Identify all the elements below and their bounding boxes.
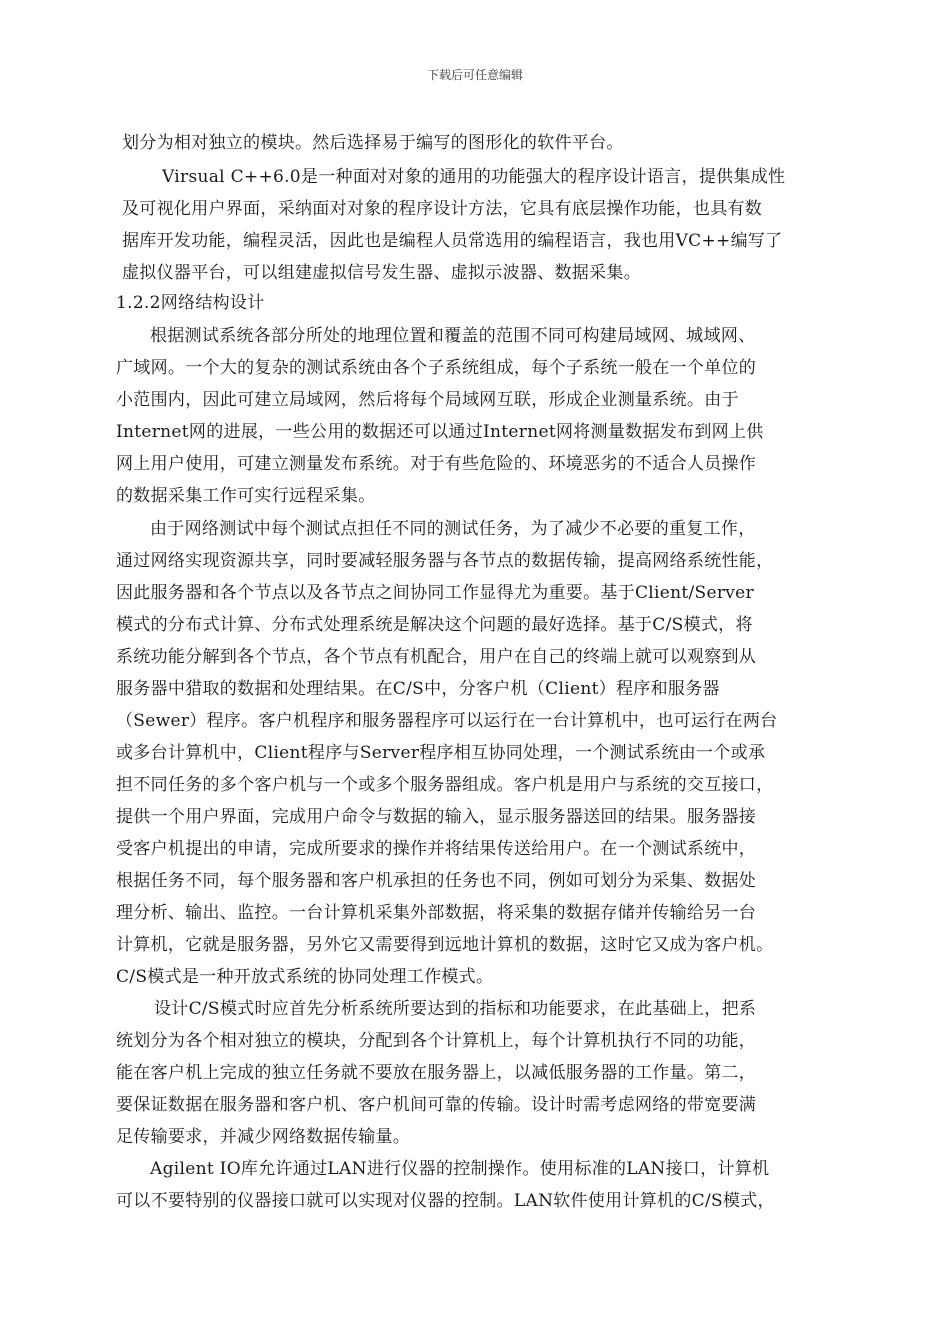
body-line: 要保证数据在服务器和客户机、客户机间可靠的传输。设计时需考虑网络的带宽要满 — [116, 1095, 757, 1115]
body-line: 可以不要特别的仪器接口就可以实现对仪器的控制。LAN软件使用计算机的C/S模式， — [116, 1191, 775, 1211]
body-line: 根据任务不同，每个服务器和客户机承担的任务也不同，例如可划分为采集、数据处 — [116, 871, 757, 891]
body-line: Internet网的进展，一些公用的数据还可以通过Internet网将测量数据发布到网上供 — [116, 422, 764, 442]
body-line: 虚拟仪器平台，可以组建虚拟信号发生器、虚拟示波器、数据采集。 — [122, 263, 641, 283]
body-line: 模式的分布式计算、分布式处理系统是解决这个问题的最好选择。基于C/S模式，将 — [116, 615, 753, 635]
body-line: 及可视化用户界面，采纳面对对象的程序设计方法，它具有底层操作功能，也具有数 — [122, 199, 763, 219]
body-line: 根据测试系统各部分所处的地理位置和覆盖的范围不同可构建局域网、城域网、 — [150, 326, 756, 346]
body-line: 据库开发功能，编程灵活，因此也是编程人员常选用的编程语言，我也用VC++编写了 — [122, 231, 783, 251]
body-line: 提供一个用户界面，完成用户命令与数据的输入，显示服务器送回的结果。服务器接 — [116, 807, 757, 827]
body-line: 广域网。一个大的复杂的测试系统由各个子系统组成，每个子系统一般在一个单位的 — [116, 358, 757, 378]
body-line: （Sewer）程序。客户机程序和服务器程序可以运行在一台计算机中，也可运行在两台 — [116, 711, 778, 731]
body-line: 统划分为各个相对独立的模块，分配到各个计算机上，每个计算机执行不同的功能， — [116, 1031, 757, 1051]
body-line: 计算机，它就是服务器，另外它又需要得到远地计算机的数据，这时它又成为客户机。 — [116, 935, 774, 955]
body-line: 由于网络测试中每个测试点担任不同的测试任务，为了减少不必要的重复工作， — [150, 519, 756, 539]
section-heading: 1.2.2网络结构设计 — [116, 293, 265, 313]
body-line: 网上用户使用，可建立测量发布系统。对于有些危险的、环境恶劣的不适合人员操作 — [116, 454, 757, 474]
body-line: Agilent IO库允许通过LAN进行仪器的控制操作。使用标准的LAN接口，计算机 — [150, 1159, 770, 1179]
body-line: 受客户机提出的申请，完成所要求的操作并将结果传送给用户。在一个测试系统中， — [116, 839, 757, 859]
body-line: 的数据采集工作可实行远程采集。 — [116, 486, 376, 506]
body-line: 系统功能分解到各个节点，各个节点有机配合，用户在自己的终端上就可以观察到从 — [116, 647, 757, 667]
page-header: 下载后可任意编辑 — [426, 68, 523, 82]
body-line: 理分析、输出、监控。一台计算机采集外部数据，将采集的数据存储并传输给另一台 — [116, 903, 757, 923]
body-line: 小范围内，因此可建立局域网，然后将每个局域网互联，形成企业测量系统。由于 — [116, 390, 739, 410]
body-line: 或多台计算机中，Client程序与Server程序相互协同处理，一个测试系统由一个或承 — [116, 743, 766, 763]
body-line: 设计C/S模式时应首先分析系统所要达到的指标和功能要求，在此基础上，把系 — [154, 999, 757, 1019]
body-line: 能在客户机上完成的独立任务就不要放在服务器上，以减低服务器的工作量。第二， — [116, 1063, 757, 1083]
body-line: C/S模式是一种开放式系统的协同处理工作模式。 — [116, 967, 494, 987]
body-line: 通过网络实现资源共享，同时要减轻服务器与各节点的数据传输，提高网络系统性能， — [116, 551, 774, 571]
body-line: 划分为相对独立的模块。然后选择易于编写的图形化的软件平台。 — [122, 133, 624, 153]
body-line: 担不同任务的多个客户机与一个或多个服务器组成。客户机是用户与系统的交互接口， — [116, 775, 774, 795]
body-line: Virsual C++6.0是一种面对对象的通用的功能强大的程序设计语言，提供集成性 — [162, 167, 786, 187]
body-line: 足传输要求，并减少网络数据传输量。 — [116, 1127, 411, 1147]
body-line: 服务器中猎取的数据和处理结果。在C/S中，分客户机（Client）程序和服务器 — [116, 679, 720, 699]
body-line: 因此服务器和各个节点以及各节点之间协同工作显得尤为重要。基于Client/Server — [116, 583, 754, 603]
